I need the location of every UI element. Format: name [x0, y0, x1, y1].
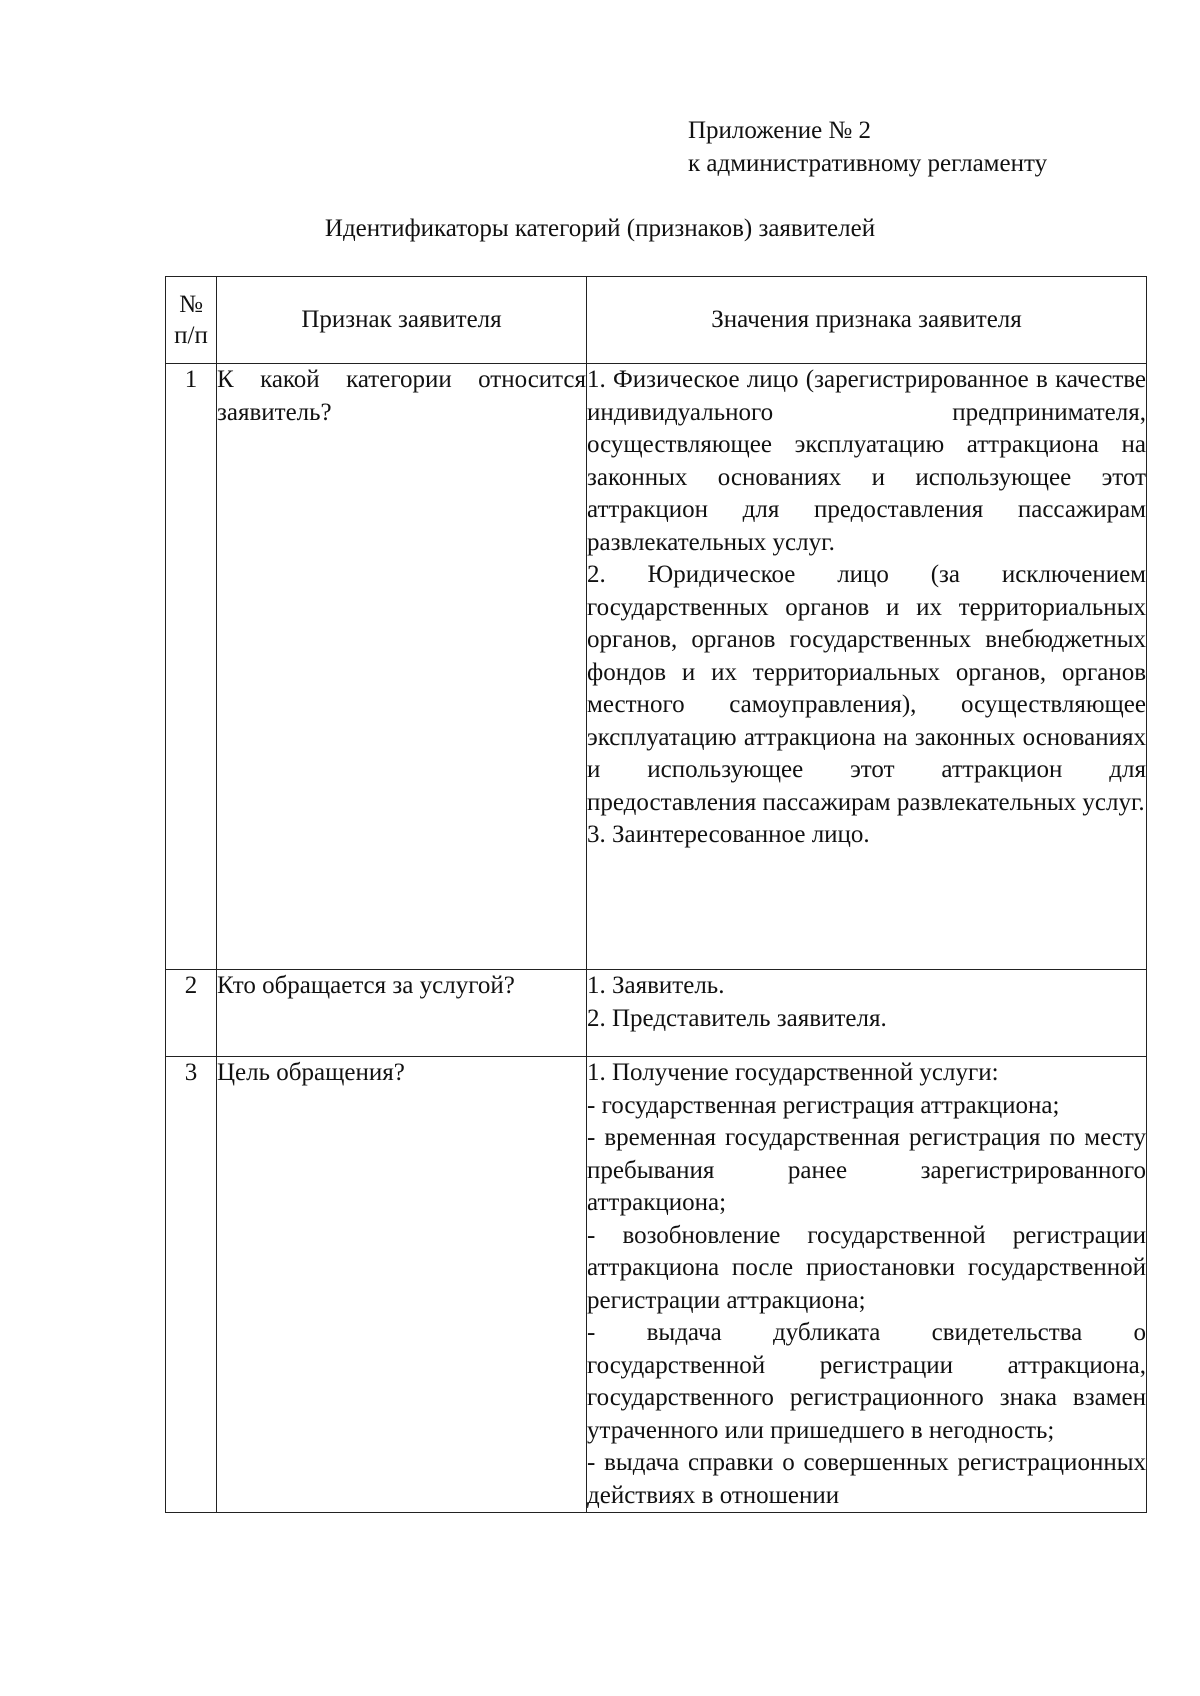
header-number [166, 277, 217, 364]
table-row [166, 364, 1147, 970]
value-item: 1. Получение государственной услуги: [587, 1059, 999, 1086]
table-header-row [166, 277, 1147, 364]
row-sign: Цель обращения? [217, 1057, 587, 1513]
appendix-number: Приложение № 2 [688, 117, 872, 144]
row-values [587, 364, 1147, 970]
value-item: - государственная регистрация аттракциона; [587, 1091, 1060, 1119]
value-item: - выдача справки о совершенных регистрационных действиях в отношении [587, 1449, 1146, 1509]
row-number: 3 [166, 1057, 217, 1513]
row-sign: К какой категории относится заявитель? [217, 364, 587, 970]
row-values [587, 970, 1147, 1057]
row-number: 1 [166, 364, 217, 970]
table-row [166, 970, 1147, 1057]
row-values [587, 1057, 1147, 1513]
value-item: 2. Представитель заявителя. [587, 1004, 887, 1032]
appendix-reference: к административному регламенту [688, 150, 1048, 177]
row-number: 2 [166, 970, 217, 1057]
applicant-categories-table [165, 276, 1147, 1513]
value-item: 3. Заинтересованное лицо. [587, 821, 870, 848]
value-item: 1. Физическое лицо (зарегистрированное в качестве индивидуального предпринимателя, осуществляющее эксплуатацию аттракциона на законных основаниях и использующее этот аттракцион для предоставления пассажирам развлекательных услуг. [587, 366, 1146, 556]
table-row [166, 1057, 1147, 1513]
document-title: Идентификаторы категорий (признаков) заявителей [324, 215, 876, 242]
header-number-abbr: п/п [174, 322, 208, 349]
appendix-header [688, 114, 1047, 180]
header-values: Значения признака заявителя [587, 277, 1147, 364]
value-item: - выдача дубликата свидетельства о государственной регистрации аттракциона, государственного регистрационного знака взамен утраченного или пришедшего в негодность; [587, 1319, 1146, 1444]
row-sign: Кто обращается за услугой? [217, 970, 587, 1057]
value-item: 2. Юридическое лицо (за исключением государственных органов и их территориальных органов, органов государственных внебюджетных фондов и их территориальных органов, органов местного самоуправления), осуществляющее эксплуатацию аттракциона на законных основаниях и использующее этот аттракцион для предоставления пассажирам развлекательных услуг. [587, 561, 1146, 816]
value-item: - временная государственная регистрация по месту пребывания ранее зарегистрированного аттракциона; [587, 1124, 1146, 1216]
value-item: 1. Заявитель. [587, 972, 725, 999]
header-sign: Признак заявителя [217, 277, 587, 364]
header-number-symbol: № [179, 291, 203, 318]
value-item: - возобновление государственной регистрации аттракциона после приостановки государственной регистрации аттракциона; [587, 1221, 1146, 1314]
